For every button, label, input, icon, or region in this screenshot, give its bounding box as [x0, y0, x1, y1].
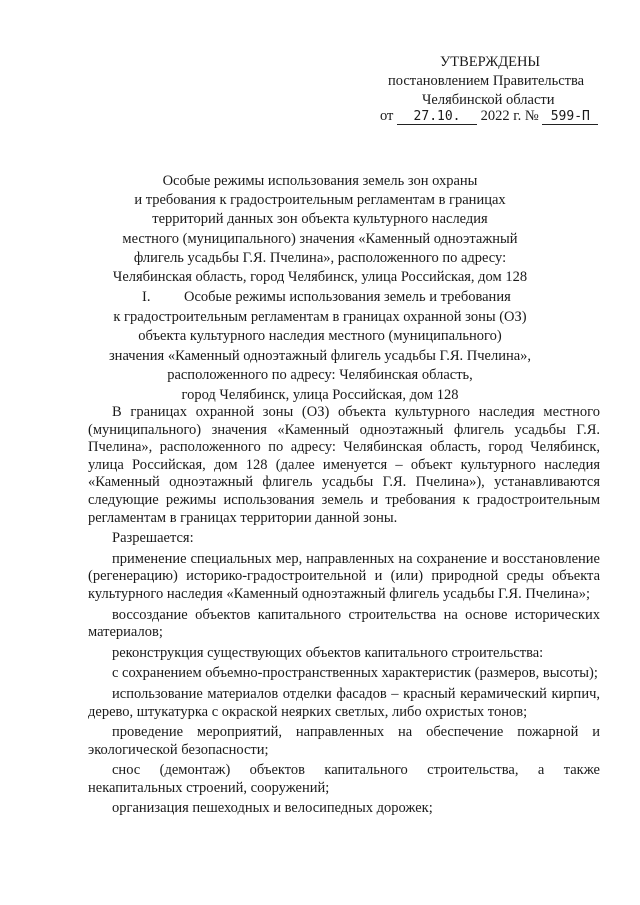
section-line: к градостроительным регламентам в границах охранной зоны (ОЗ): [113, 308, 527, 325]
approval-authority: постановлением Правительства: [388, 73, 585, 89]
decree-year: 2022 г. №: [480, 108, 539, 124]
section-line: значения «Каменный одноэтажный флигель усадьбы Г.Я. Пчелина»,: [108, 347, 532, 364]
list-item: проведение мероприятий, направленных на обеспечение пожарной и экологической безопасности;: [88, 724, 600, 758]
title-line: Особые режимы использования земель зон охраны: [162, 173, 478, 189]
list-item: реконструкция существующих объектов капитального строительства:: [112, 644, 544, 661]
section-first-line: [90, 288, 550, 308]
title-line: и требования к градостроительным регламентам в границах: [134, 192, 506, 209]
section-line: расположенного по адресу: Челябинская область,: [167, 367, 473, 384]
section-line: город Челябинск, улица Российская, дом 128: [181, 386, 459, 403]
approval-heading: УТВЕРЖДЕНЫ: [440, 54, 541, 70]
list-item: воссоздание объектов капитального строительства на основе исторических материалов;: [88, 606, 600, 641]
section-title-start: Особые режимы использования земель и требования: [184, 289, 511, 305]
list-item: организация пешеходных и велосипедных дорожек;: [112, 800, 433, 817]
list-item: с сохранением объемно-пространственных характеристик (размеров, высоты);: [112, 665, 598, 682]
decree-number: 599-П: [542, 110, 598, 125]
section-heading: [90, 288, 550, 406]
document-body: [88, 404, 600, 818]
list-item: снос (демонтаж) объектов капитального строительства, а также некапитальных строений, сооружений;: [88, 762, 600, 796]
document-title: [90, 172, 550, 287]
decree-date: 27.10.: [397, 110, 477, 125]
list-item: применение специальных мер, направленных на сохранение и восстановление (регенерацию) историко-градостроительной и (или) природной среды объекта культурного наследия «Каменный одноэтажный флигель усадьбы Г.Я. Пчелина»;: [88, 550, 600, 602]
permitted-heading: Разрешается:: [112, 530, 194, 547]
approval-region: Челябинской области: [422, 92, 555, 108]
section-number: I.: [142, 289, 151, 305]
from-prefix: от: [380, 108, 394, 124]
section-line: объекта культурного наследия местного (муниципального): [138, 328, 502, 345]
intro-paragraph: В границах охранной зоны (ОЗ) объекта культурного наследия местного (муниципального) значения «Каменный одноэтажный флигель усадьбы Г.Я. Пчелина», расположенного по адресу: Челябинская область, город Челябинск, улица Российская, дом 128 (далее именуется – объект культурного наследия «Каменный одноэтажный флигель усадьбы Г.Я. Пчелина»), устанавливаются следующие режимы использования земель и требования к градостроительным регламентам в границах территории данной зоны.: [88, 404, 600, 526]
title-line: Челябинская область, город Челябинск, улица Российская, дом 128: [112, 269, 528, 286]
title-line: территорий данных зон объекта культурного наследия: [152, 211, 488, 228]
title-line: местного (муниципального) значения «Каменный одноэтажный: [122, 230, 518, 247]
title-line: флигель усадьбы Г.Я. Пчелина», расположенного по адресу:: [133, 249, 507, 266]
list-item: использование материалов отделки фасадов – красный керамический кирпич, дерево, штукатурка с окраской неярких светлых, либо охристых тонов;: [88, 685, 600, 720]
approval-date-row: [380, 108, 598, 125]
